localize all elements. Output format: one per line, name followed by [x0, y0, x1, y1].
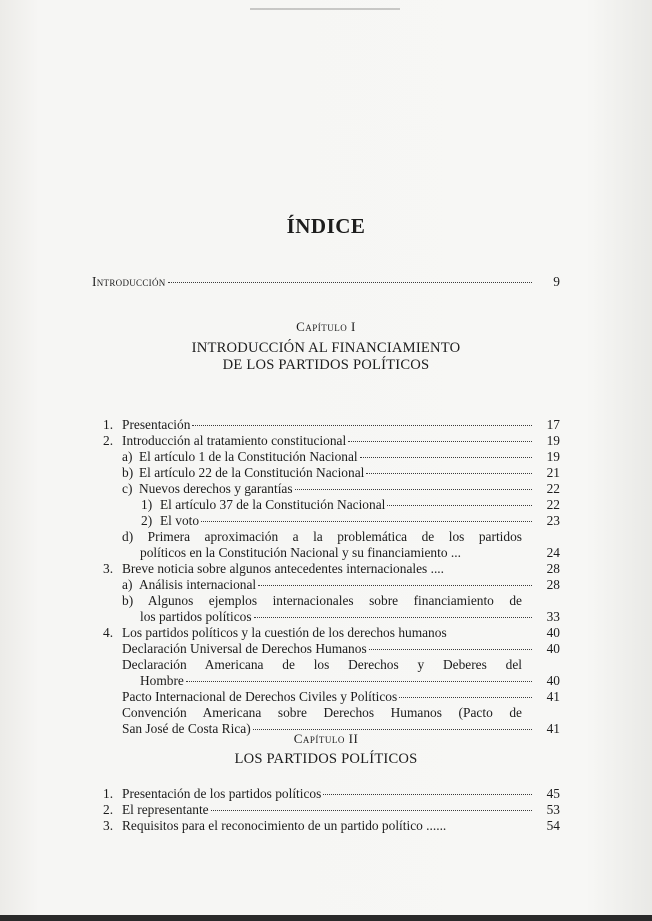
toc-entry: 1. Presentación 17	[103, 417, 560, 432]
toc-page-number: 54	[546, 818, 560, 833]
dot-leader	[168, 282, 532, 283]
toc-entry-line1: Declaración Americana de los Derechos y Deberes del	[122, 657, 522, 672]
toc-entry: 1) El artículo 37 de la Constitución Nacional 22	[141, 497, 560, 512]
toc-entry: a) El artículo 1 de la Constitución Nacional 19	[122, 449, 560, 464]
toc-page-number: 9	[553, 274, 560, 289]
dot-leader	[295, 489, 532, 490]
toc-entry: Declaración Universal de Derechos Humanos 40	[122, 641, 560, 656]
toc-entry-line1: d) Primera aproximación a la problemática de los partidos	[122, 529, 522, 544]
dot-leader	[366, 473, 532, 474]
chapter-2-title: LOS PARTIDOS POLÍTICOS	[234, 751, 418, 767]
dot-leader	[186, 681, 532, 682]
toc-entry-introduccion	[92, 274, 560, 290]
toc-entry: b) El artículo 22 de la Constitución Nacional 21	[122, 465, 560, 480]
dot-leader	[360, 457, 532, 458]
toc-entry-line1: Convención Americana sobre Derechos Humanos (Pacto de	[122, 705, 522, 720]
page-title: ÍNDICE	[286, 214, 366, 238]
toc-entry: 3. Requisitos para el reconocimiento de un partido político ......	[103, 818, 447, 833]
chapter-1-title-line2: DE LOS PARTIDOS POLÍTICOS	[222, 357, 430, 373]
dot-leader	[253, 729, 532, 730]
toc-entry: a) Análisis internacional 28	[122, 577, 560, 592]
toc-entry: Pacto Internacional de Derechos Civiles y Políticos 41	[122, 689, 560, 704]
dot-leader	[399, 697, 532, 698]
dot-leader	[192, 425, 532, 426]
toc-entry: 1. Presentación de los partidos políticos 45	[103, 786, 560, 801]
dot-leader	[211, 810, 532, 811]
toc-entry: 2. Introducción al tratamiento constitucional 19	[103, 433, 560, 448]
page-bottom-edge	[0, 915, 652, 921]
toc-entry: c) Nuevos derechos y garantías 22	[122, 481, 560, 496]
chapter-1-label: Capítulo I	[296, 319, 356, 334]
toc-entry: 4. Los partidos políticos y la cuestión de los derechos humanos	[103, 625, 447, 640]
toc-entry-line2: Hombre 40	[140, 673, 560, 688]
dot-leader	[201, 521, 532, 522]
top-bleed-mark	[250, 0, 400, 10]
toc-entry-line2: los partidos políticos 33	[140, 609, 560, 624]
toc-entry-line2: políticos en la Constitución Nacional y su financiamiento ...	[140, 545, 461, 560]
toc-entry: 2) El voto 23	[141, 513, 560, 528]
dot-leader	[258, 585, 532, 586]
toc-entry: 3. Breve noticia sobre algunos antecedentes internacionales ....	[103, 561, 444, 576]
dot-leader	[323, 794, 532, 795]
toc-page-number: 40	[546, 625, 560, 640]
toc-page-number: 24	[546, 545, 560, 560]
toc-entry-line2: San José de Costa Rica) 41	[122, 721, 560, 736]
dot-leader	[387, 505, 532, 506]
toc-entry: 2. El representante 53	[103, 802, 560, 817]
chapter-2-label: Capítulo II	[293, 731, 359, 746]
dot-leader	[348, 441, 532, 442]
dot-leader	[254, 617, 532, 618]
toc-entry-text: Introducción	[92, 274, 166, 289]
chapter-1-title-line1: INTRODUCCIÓN AL FINANCIAMIENTO	[191, 340, 461, 356]
dot-leader	[369, 649, 532, 650]
toc-page-number: 28	[546, 561, 560, 576]
toc-entry-line1: b) Algunos ejemplos internacionales sobre financiamiento de	[122, 593, 522, 608]
